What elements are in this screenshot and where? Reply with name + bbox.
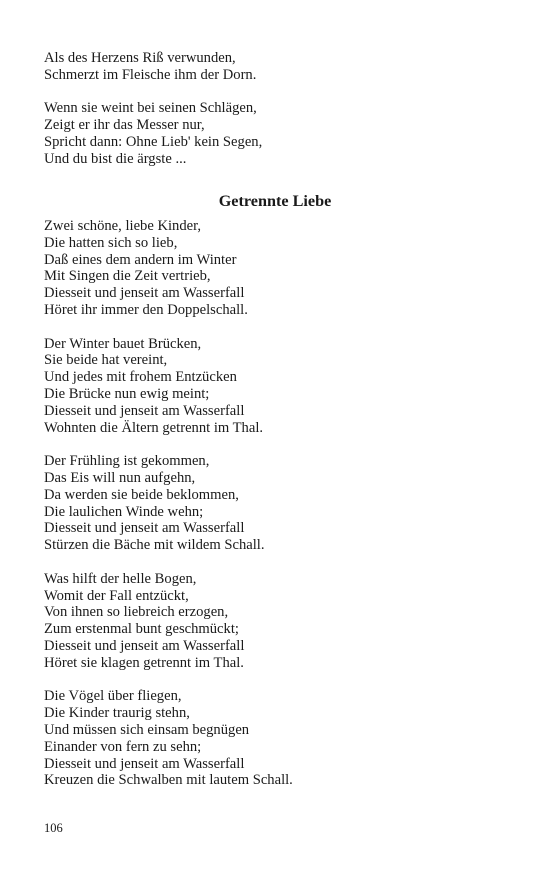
verse-line: Die hatten sich so lieb,: [44, 234, 178, 251]
verse-line: Als des Herzens Riß verwunden,: [44, 50, 236, 66]
verse-line: Kreuzen die Schwalben mit lautem Schall.: [44, 772, 293, 789]
verse-line: Was hilft der helle Bogen,: [44, 570, 197, 587]
verse-line: Der Frühling ist gekommen,: [44, 453, 210, 470]
poem-title: Getrennte Liebe: [218, 192, 332, 210]
verse-line: Und jedes mit frohem Entzücken: [44, 369, 237, 386]
verse-line: Das Eis will nun aufgehn,: [44, 469, 196, 486]
verse-line: Schmerzt im Fleische ihm der Dorn.: [44, 66, 257, 83]
verse-line: Von ihnen so liebreich erzogen,: [44, 604, 229, 621]
verse-line: Zwei schöne, liebe Kinder,: [44, 218, 202, 234]
verse-line: Stürzen die Bäche mit wildem Schall.: [44, 537, 265, 554]
verse-line: Zum erstenmal bunt geschmückt;: [44, 621, 239, 638]
verse-line: Spricht dann: Ohne Lieb' kein Segen,: [44, 133, 263, 150]
verse-line: Höret ihr immer den Doppelschall.: [44, 301, 248, 318]
verse-line: Die Kinder traurig stehn,: [44, 705, 190, 722]
page-number: 106: [44, 821, 63, 835]
stanza: [44, 218, 514, 319]
verse-line: Wohnten die Ältern getrennt im Thal.: [44, 419, 264, 436]
verse-line: Diesseit und jenseit am Wasserfall: [44, 402, 245, 419]
verse-line: Einander von fern zu sehn;: [44, 738, 202, 755]
stanza: [44, 336, 514, 437]
verse-line: Die Vögel über fliegen,: [44, 688, 182, 705]
verse-line: Und du bist die ärgste ...: [44, 150, 187, 167]
verse-line: Sie beide hat vereint,: [44, 352, 168, 369]
stanza: [44, 50, 514, 84]
verse-line: Höret sie klagen getrennt im Thal.: [44, 654, 244, 671]
stanza: [44, 453, 514, 554]
verse-line: Diesseit und jenseit am Wasserfall: [44, 285, 245, 302]
verse-line: Diesseit und jenseit am Wasserfall: [44, 755, 245, 772]
poem-body: [44, 218, 514, 789]
verse-line: Womit der Fall entzückt,: [44, 587, 189, 604]
verse-line: Diesseit und jenseit am Wasserfall: [44, 520, 245, 537]
verse-line: Und müssen sich einsam begnügen: [44, 721, 250, 738]
verse-line: Mit Singen die Zeit vertrieb,: [44, 268, 211, 285]
verse-line: Die Brücke nun ewig meint;: [44, 385, 210, 402]
stanza: [44, 571, 514, 672]
previous-poem-ending: [44, 50, 514, 168]
verse-line: Da werden sie beide beklommen,: [44, 486, 239, 503]
verse-line: Diesseit und jenseit am Wasserfall: [44, 637, 245, 654]
verse-line: Daß eines dem andern im Winter: [44, 251, 237, 268]
verse-line: Wenn sie weint bei seinen Schlägen,: [44, 100, 257, 117]
verse-line: Der Winter bauet Brücken,: [44, 335, 202, 352]
verse-line: Zeigt er ihr das Messer nur,: [44, 117, 205, 134]
verse-line: Die laulichen Winde wehn;: [44, 503, 204, 520]
stanza: [44, 688, 514, 789]
stanza: [44, 100, 514, 167]
